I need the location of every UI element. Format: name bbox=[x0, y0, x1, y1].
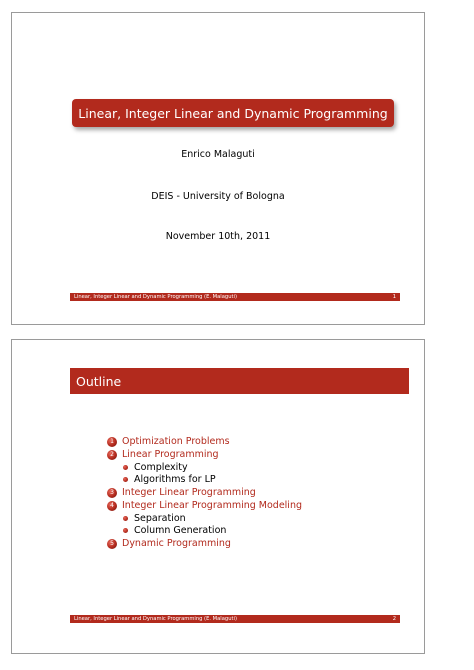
author-name: Enrico Malaguti bbox=[181, 149, 255, 160]
section-number-ball-icon: 2 bbox=[107, 450, 117, 460]
outline-subsection[interactable] bbox=[107, 512, 302, 525]
outline-subsection[interactable] bbox=[107, 474, 302, 487]
outline-section[interactable] bbox=[107, 499, 302, 512]
subsection-label: Algorithms for LP bbox=[134, 474, 216, 486]
bullet-icon bbox=[123, 477, 128, 482]
title-slide bbox=[11, 12, 425, 325]
subsection-label: Column Generation bbox=[134, 525, 227, 537]
section-number-ball-icon: 1 bbox=[107, 437, 117, 447]
outline-section[interactable] bbox=[107, 486, 302, 499]
institute: DEIS - University of Bologna bbox=[151, 191, 285, 202]
footer-text: Linear, Integer Linear and Dynamic Programming (E. Malaguti) bbox=[74, 294, 238, 300]
frame-title: Outline bbox=[70, 368, 409, 394]
section-number-ball-icon: 3 bbox=[107, 488, 117, 498]
section-label: Integer Linear Programming bbox=[122, 487, 256, 498]
section-number-ball-icon: 5 bbox=[107, 539, 117, 549]
presentation-title: Linear, Integer Linear and Dynamic Programming bbox=[72, 99, 394, 127]
subsection-label: Complexity bbox=[134, 461, 188, 473]
outline-section[interactable] bbox=[107, 435, 302, 448]
outline-subsection[interactable] bbox=[107, 525, 302, 538]
section-label: Optimization Problems bbox=[122, 436, 230, 447]
bullet-icon bbox=[123, 465, 128, 470]
section-label: Integer Linear Programming Modeling bbox=[122, 500, 302, 511]
slide-footer bbox=[70, 293, 400, 301]
outline-list bbox=[107, 435, 302, 550]
outline-section[interactable] bbox=[107, 448, 302, 461]
outline-subsection[interactable] bbox=[107, 461, 302, 474]
outline-section[interactable] bbox=[107, 537, 302, 550]
presentation-date: November 10th, 2011 bbox=[165, 231, 271, 242]
page-number: 1 bbox=[392, 294, 396, 300]
outline-slide bbox=[11, 339, 425, 654]
section-label: Dynamic Programming bbox=[122, 538, 231, 549]
slide-footer bbox=[70, 615, 400, 623]
section-number-ball-icon: 4 bbox=[107, 501, 117, 511]
bullet-icon bbox=[123, 516, 128, 521]
footer-text: Linear, Integer Linear and Dynamic Programming (E. Malaguti) bbox=[74, 616, 238, 622]
bullet-icon bbox=[123, 528, 128, 533]
section-label: Linear Programming bbox=[122, 449, 219, 460]
subsection-label: Separation bbox=[134, 512, 186, 524]
page-number: 2 bbox=[392, 616, 396, 622]
